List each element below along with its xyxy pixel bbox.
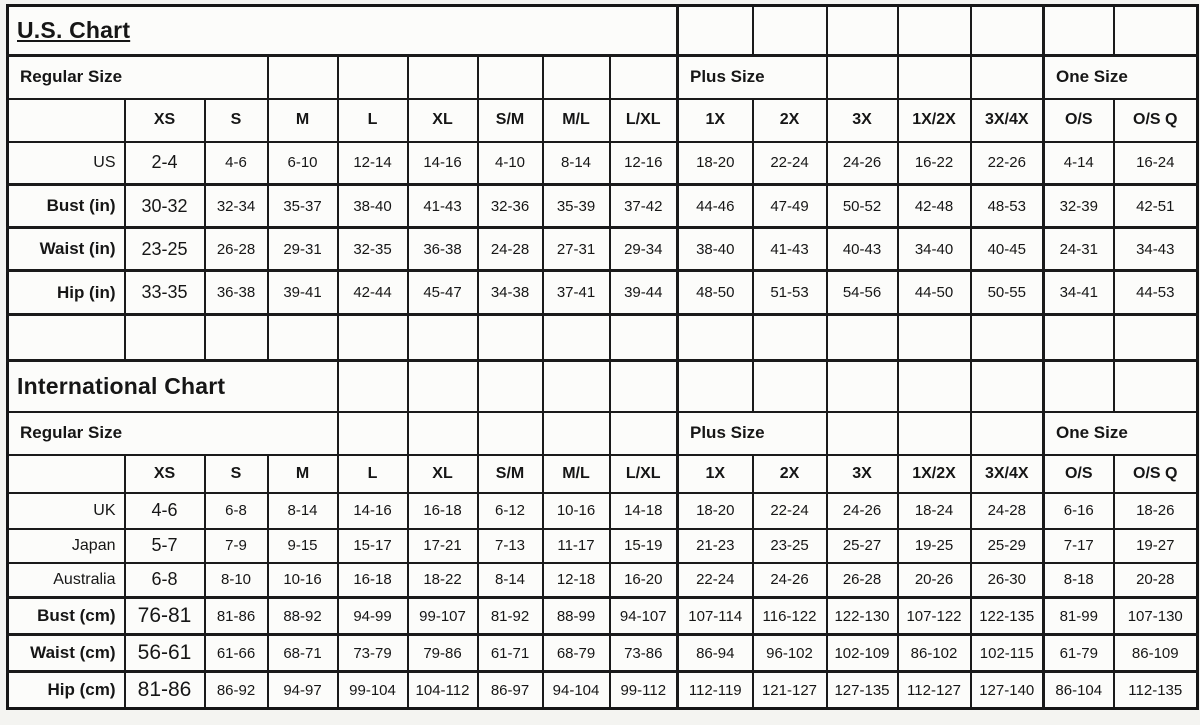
value-cell: 39-44 (610, 271, 678, 315)
empty-cell (898, 315, 971, 361)
size-header-cell: L/XL (610, 455, 678, 493)
empty-cell (408, 361, 478, 412)
value-cell: 122-130 (827, 598, 898, 635)
size-header-cell: 1X (678, 99, 753, 142)
value-cell: 121-127 (753, 672, 827, 709)
size-header-cell: O/S (1044, 455, 1114, 493)
value-cell: 24-26 (827, 142, 898, 185)
value-cell: 51-53 (753, 271, 827, 315)
value-cell: 35-39 (543, 185, 610, 228)
size-header-cell: XL (408, 455, 478, 493)
value-cell: 99-112 (610, 672, 678, 709)
value-cell: 4-14 (1044, 142, 1114, 185)
value-cell: 14-18 (610, 493, 678, 529)
size-header-cell: M (268, 99, 338, 142)
value-cell: 41-43 (753, 228, 827, 271)
empty-cell (268, 315, 338, 361)
row-label-cell: Waist (cm) (8, 635, 125, 672)
empty-cell (610, 361, 678, 412)
chart-title: International Chart (8, 361, 338, 412)
value-cell: 86-94 (678, 635, 753, 672)
value-cell: 8-10 (205, 563, 268, 598)
value-cell: 18-22 (408, 563, 478, 598)
chart-title: U.S. Chart (8, 6, 678, 56)
value-cell: 24-28 (478, 228, 543, 271)
size-header-cell: L/XL (610, 99, 678, 142)
value-cell: 6-8 (125, 563, 205, 598)
value-cell: 15-17 (338, 529, 408, 563)
value-cell: 86-102 (898, 635, 971, 672)
value-cell: 12-14 (338, 142, 408, 185)
value-cell: 104-112 (408, 672, 478, 709)
size-header-cell: M/L (543, 99, 610, 142)
value-cell: 19-25 (898, 529, 971, 563)
value-cell: 22-26 (971, 142, 1044, 185)
value-cell: 16-18 (408, 493, 478, 529)
size-header-cell: S/M (478, 99, 543, 142)
value-cell: 30-32 (125, 185, 205, 228)
value-cell: 35-37 (268, 185, 338, 228)
value-cell: 24-26 (827, 493, 898, 529)
size-header-cell: L (338, 455, 408, 493)
empty-cell (543, 56, 610, 99)
row-label-cell: Hip (cm) (8, 672, 125, 709)
value-cell: 81-99 (1044, 598, 1114, 635)
row-label-cell: Waist (in) (8, 228, 125, 271)
value-cell: 10-16 (268, 563, 338, 598)
row-label-cell: Japan (8, 529, 125, 563)
value-cell: 26-28 (827, 563, 898, 598)
regular-size-label: Regular Size (8, 412, 338, 455)
value-cell: 116-122 (753, 598, 827, 635)
row-label-cell: Bust (cm) (8, 598, 125, 635)
empty-cell (125, 315, 205, 361)
empty-cell (205, 315, 268, 361)
value-cell: 5-7 (125, 529, 205, 563)
empty-cell (971, 6, 1044, 56)
value-cell: 15-19 (610, 529, 678, 563)
value-cell: 45-47 (408, 271, 478, 315)
value-cell: 16-24 (1114, 142, 1198, 185)
value-cell: 7-13 (478, 529, 543, 563)
value-cell: 42-44 (338, 271, 408, 315)
empty-cell (678, 6, 753, 56)
value-cell: 86-92 (205, 672, 268, 709)
value-cell: 29-34 (610, 228, 678, 271)
value-cell: 14-16 (338, 493, 408, 529)
empty-cell (971, 315, 1044, 361)
empty-cell (1114, 361, 1198, 412)
value-cell: 26-30 (971, 563, 1044, 598)
value-cell: 34-41 (1044, 271, 1114, 315)
corner-cell (8, 99, 125, 142)
value-cell: 4-6 (125, 493, 205, 529)
value-cell: 96-102 (753, 635, 827, 672)
size-header-cell: S/M (478, 455, 543, 493)
value-cell: 56-61 (125, 635, 205, 672)
value-cell: 34-43 (1114, 228, 1198, 271)
value-cell: 50-52 (827, 185, 898, 228)
value-cell: 18-20 (678, 493, 753, 529)
size-header-cell: 3X (827, 99, 898, 142)
value-cell: 41-43 (408, 185, 478, 228)
value-cell: 32-35 (338, 228, 408, 271)
empty-cell (898, 56, 971, 99)
empty-cell (898, 6, 971, 56)
value-cell: 20-28 (1114, 563, 1198, 598)
value-cell: 27-31 (543, 228, 610, 271)
plus-size-label: Plus Size (678, 412, 827, 455)
empty-cell (338, 315, 408, 361)
value-cell: 112-119 (678, 672, 753, 709)
size-header-cell: 2X (753, 455, 827, 493)
size-header-cell: M/L (543, 455, 610, 493)
value-cell: 73-86 (610, 635, 678, 672)
size-header-cell: XS (125, 455, 205, 493)
value-cell: 16-18 (338, 563, 408, 598)
value-cell: 14-16 (408, 142, 478, 185)
value-cell: 18-26 (1114, 493, 1198, 529)
value-cell: 34-40 (898, 228, 971, 271)
row-label-cell: UK (8, 493, 125, 529)
value-cell: 11-17 (543, 529, 610, 563)
value-cell: 73-79 (338, 635, 408, 672)
value-cell: 32-34 (205, 185, 268, 228)
empty-cell (827, 315, 898, 361)
empty-cell (1114, 315, 1198, 361)
size-header-cell: L (338, 99, 408, 142)
value-cell: 7-9 (205, 529, 268, 563)
size-header-cell: 3X/4X (971, 455, 1044, 493)
value-cell: 29-31 (268, 228, 338, 271)
empty-cell (1044, 315, 1114, 361)
value-cell: 19-27 (1114, 529, 1198, 563)
value-cell: 18-24 (898, 493, 971, 529)
size-header-cell: S (205, 99, 268, 142)
value-cell: 36-38 (408, 228, 478, 271)
value-cell: 107-130 (1114, 598, 1198, 635)
empty-cell (478, 361, 543, 412)
value-cell: 44-50 (898, 271, 971, 315)
empty-cell (543, 315, 610, 361)
value-cell: 25-29 (971, 529, 1044, 563)
value-cell: 9-15 (268, 529, 338, 563)
size-header-cell: 1X/2X (898, 99, 971, 142)
value-cell: 32-39 (1044, 185, 1114, 228)
value-cell: 68-71 (268, 635, 338, 672)
size-header-cell: S (205, 455, 268, 493)
value-cell: 16-22 (898, 142, 971, 185)
value-cell: 102-109 (827, 635, 898, 672)
value-cell: 26-28 (205, 228, 268, 271)
value-cell: 37-42 (610, 185, 678, 228)
empty-cell (268, 56, 338, 99)
value-cell: 50-55 (971, 271, 1044, 315)
value-cell: 8-14 (543, 142, 610, 185)
value-cell: 8-18 (1044, 563, 1114, 598)
value-cell: 127-135 (827, 672, 898, 709)
value-cell: 40-43 (827, 228, 898, 271)
value-cell: 107-122 (898, 598, 971, 635)
empty-cell (753, 361, 827, 412)
empty-cell (1114, 6, 1198, 56)
value-cell: 34-38 (478, 271, 543, 315)
corner-cell (8, 455, 125, 493)
size-header-cell: 2X (753, 99, 827, 142)
value-cell: 81-86 (205, 598, 268, 635)
value-cell: 10-16 (543, 493, 610, 529)
value-cell: 94-99 (338, 598, 408, 635)
size-header-cell: XL (408, 99, 478, 142)
row-label-cell: US (8, 142, 125, 185)
value-cell: 38-40 (338, 185, 408, 228)
value-cell: 22-24 (753, 493, 827, 529)
empty-cell (478, 56, 543, 99)
size-header-cell: O/S Q (1114, 455, 1198, 493)
value-cell: 79-86 (408, 635, 478, 672)
value-cell: 12-18 (543, 563, 610, 598)
size-header-cell: 3X (827, 455, 898, 493)
empty-cell (8, 315, 125, 361)
value-cell: 8-14 (268, 493, 338, 529)
value-cell: 18-20 (678, 142, 753, 185)
value-cell: 20-26 (898, 563, 971, 598)
empty-cell (971, 412, 1044, 455)
value-cell: 61-66 (205, 635, 268, 672)
value-cell: 42-48 (898, 185, 971, 228)
value-cell: 4-10 (478, 142, 543, 185)
row-label-cell: Bust (in) (8, 185, 125, 228)
size-header-cell: XS (125, 99, 205, 142)
empty-cell (610, 412, 678, 455)
size-header-cell: 1X (678, 455, 753, 493)
value-cell: 81-92 (478, 598, 543, 635)
value-cell: 24-28 (971, 493, 1044, 529)
value-cell: 94-104 (543, 672, 610, 709)
size-header-cell: O/S (1044, 99, 1114, 142)
empty-cell (678, 361, 753, 412)
value-cell: 37-41 (543, 271, 610, 315)
value-cell: 44-46 (678, 185, 753, 228)
value-cell: 107-114 (678, 598, 753, 635)
empty-cell (1044, 6, 1114, 56)
value-cell: 48-50 (678, 271, 753, 315)
empty-cell (338, 56, 408, 99)
value-cell: 6-16 (1044, 493, 1114, 529)
value-cell: 127-140 (971, 672, 1044, 709)
empty-cell (610, 315, 678, 361)
value-cell: 25-27 (827, 529, 898, 563)
empty-cell (753, 6, 827, 56)
row-label-cell: Australia (8, 563, 125, 598)
empty-cell (827, 6, 898, 56)
size-header-cell: 1X/2X (898, 455, 971, 493)
value-cell: 47-49 (753, 185, 827, 228)
value-cell: 99-104 (338, 672, 408, 709)
value-cell: 6-8 (205, 493, 268, 529)
empty-cell (408, 56, 478, 99)
size-chart-table (6, 4, 1199, 710)
value-cell: 54-56 (827, 271, 898, 315)
value-cell: 44-53 (1114, 271, 1198, 315)
value-cell: 16-20 (610, 563, 678, 598)
value-cell: 33-35 (125, 271, 205, 315)
empty-cell (678, 315, 753, 361)
value-cell: 76-81 (125, 598, 205, 635)
value-cell: 122-135 (971, 598, 1044, 635)
value-cell: 61-71 (478, 635, 543, 672)
value-cell: 12-16 (610, 142, 678, 185)
empty-cell (971, 56, 1044, 99)
value-cell: 102-115 (971, 635, 1044, 672)
value-cell: 7-17 (1044, 529, 1114, 563)
value-cell: 48-53 (971, 185, 1044, 228)
value-cell: 42-51 (1114, 185, 1198, 228)
value-cell: 24-26 (753, 563, 827, 598)
value-cell: 112-127 (898, 672, 971, 709)
value-cell: 23-25 (753, 529, 827, 563)
empty-cell (408, 412, 478, 455)
value-cell: 22-24 (678, 563, 753, 598)
empty-cell (478, 412, 543, 455)
value-cell: 86-109 (1114, 635, 1198, 672)
value-cell: 6-10 (268, 142, 338, 185)
value-cell: 17-21 (408, 529, 478, 563)
value-cell: 94-107 (610, 598, 678, 635)
value-cell: 68-79 (543, 635, 610, 672)
value-cell: 2-4 (125, 142, 205, 185)
value-cell: 39-41 (268, 271, 338, 315)
value-cell: 88-99 (543, 598, 610, 635)
empty-cell (1044, 361, 1114, 412)
value-cell: 23-25 (125, 228, 205, 271)
empty-cell (827, 56, 898, 99)
empty-cell (543, 361, 610, 412)
value-cell: 6-12 (478, 493, 543, 529)
empty-cell (338, 412, 408, 455)
one-size-label: One Size (1044, 412, 1198, 455)
empty-cell (898, 361, 971, 412)
regular-size-label: Regular Size (8, 56, 268, 99)
empty-cell (543, 412, 610, 455)
value-cell: 61-79 (1044, 635, 1114, 672)
size-header-cell: O/S Q (1114, 99, 1198, 142)
empty-cell (338, 361, 408, 412)
value-cell: 112-135 (1114, 672, 1198, 709)
value-cell: 88-92 (268, 598, 338, 635)
empty-cell (610, 56, 678, 99)
value-cell: 86-97 (478, 672, 543, 709)
empty-cell (478, 315, 543, 361)
empty-cell (827, 412, 898, 455)
size-header-cell: 3X/4X (971, 99, 1044, 142)
value-cell: 36-38 (205, 271, 268, 315)
value-cell: 8-14 (478, 563, 543, 598)
value-cell: 32-36 (478, 185, 543, 228)
value-cell: 38-40 (678, 228, 753, 271)
value-cell: 22-24 (753, 142, 827, 185)
plus-size-label: Plus Size (678, 56, 827, 99)
value-cell: 86-104 (1044, 672, 1114, 709)
empty-cell (753, 315, 827, 361)
empty-cell (971, 361, 1044, 412)
empty-cell (827, 361, 898, 412)
empty-cell (408, 315, 478, 361)
empty-cell (898, 412, 971, 455)
value-cell: 94-97 (268, 672, 338, 709)
value-cell: 99-107 (408, 598, 478, 635)
value-cell: 21-23 (678, 529, 753, 563)
value-cell: 81-86 (125, 672, 205, 709)
value-cell: 40-45 (971, 228, 1044, 271)
value-cell: 24-31 (1044, 228, 1114, 271)
size-header-cell: M (268, 455, 338, 493)
one-size-label: One Size (1044, 56, 1198, 99)
value-cell: 4-6 (205, 142, 268, 185)
row-label-cell: Hip (in) (8, 271, 125, 315)
